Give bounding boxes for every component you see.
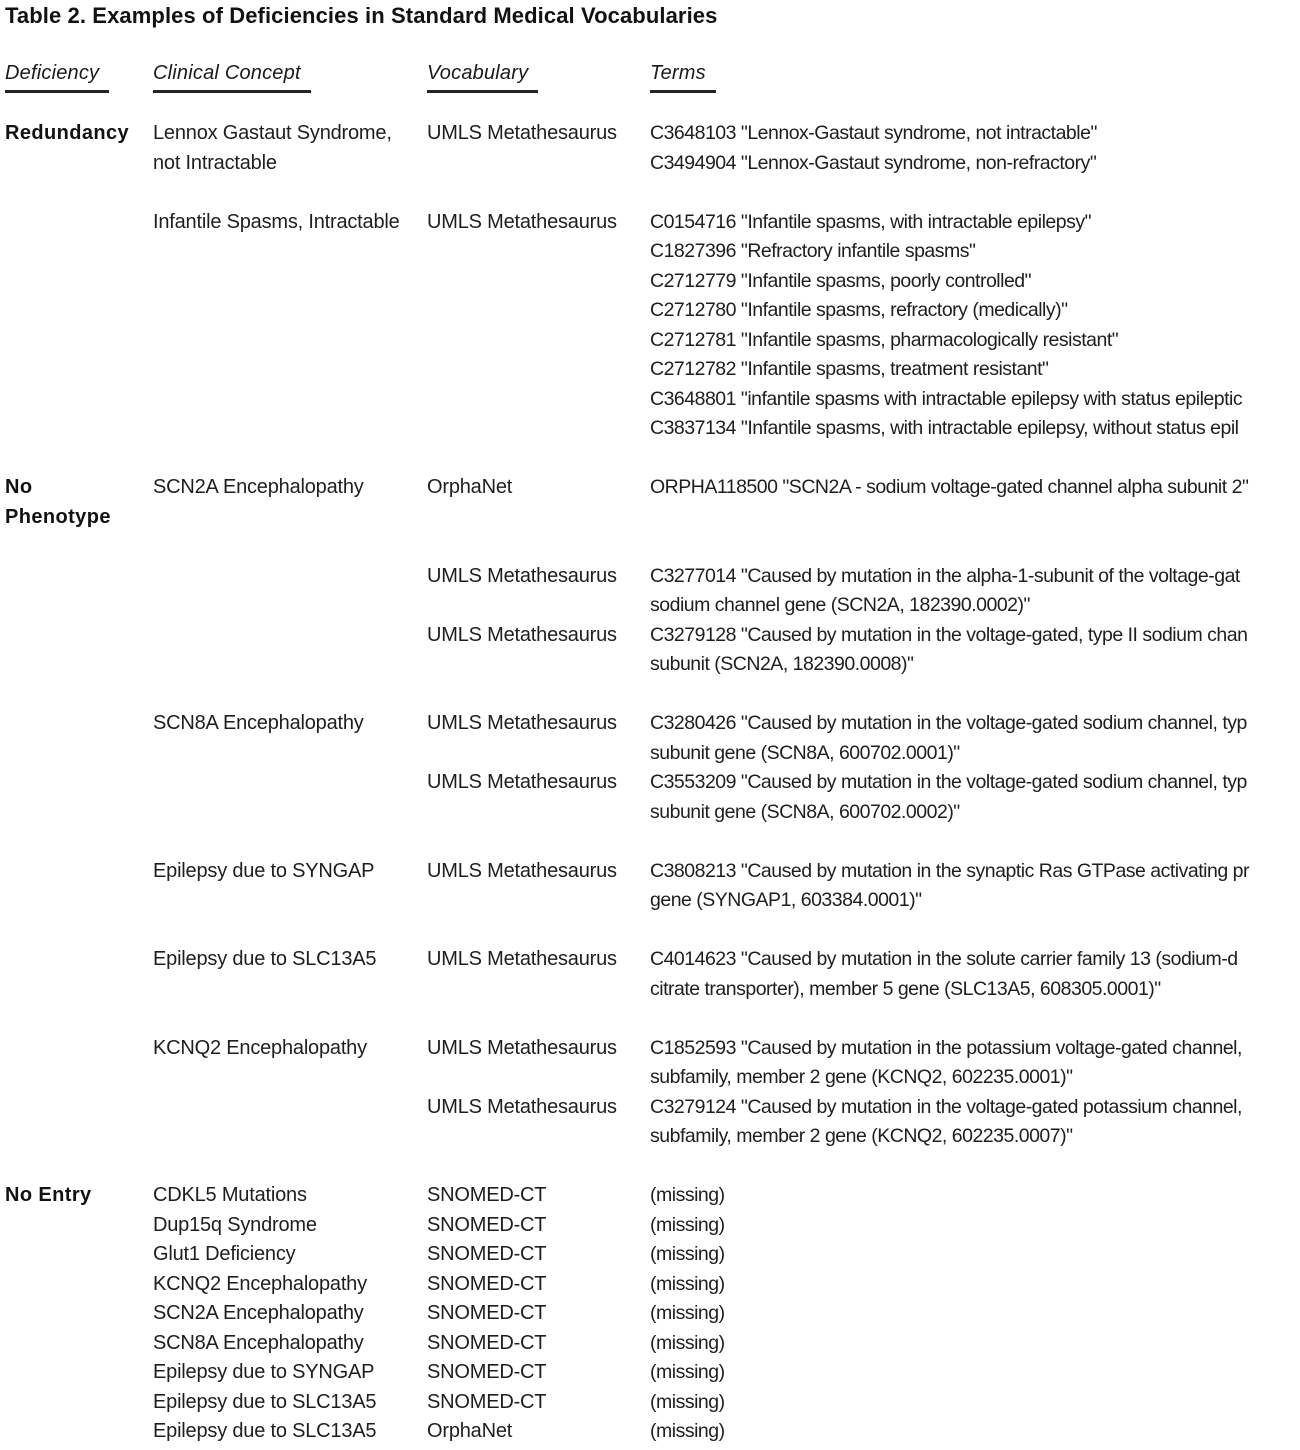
table-section	[5, 119, 1300, 444]
vocabulary-cell	[427, 1388, 650, 1418]
page-title: Table 2. Examples of Deficiencies in Standard Medical Vocabularies	[5, 3, 718, 28]
term-line-text: sodium channel gene (SCN2A, 182390.0002)"	[650, 594, 1030, 616]
vocabulary-cell	[427, 1211, 650, 1241]
clinical-concept-cell	[153, 1299, 427, 1329]
vocabulary-cell	[427, 1240, 650, 1270]
terms-cell	[650, 1329, 1300, 1359]
column-header-terms-label: Terms	[650, 63, 716, 93]
table-row	[5, 119, 1300, 178]
clinical-concept-cell	[153, 473, 427, 503]
vocabulary-text: UMLS Metathesaurus	[427, 1095, 617, 1118]
vocabulary-cell	[427, 1417, 650, 1447]
term-line-text: C0154716 "Infantile spasms, with intractable epilepsy"	[650, 210, 1092, 233]
clinical-concept-text: not Intractable	[153, 151, 277, 174]
vocabulary-cell	[427, 1181, 650, 1211]
term-line-text: C4014623 "Caused by mutation in the solute carrier family 13 (sodium-d	[650, 948, 1238, 970]
vocabulary-cell	[427, 119, 650, 149]
table-row	[5, 1388, 1300, 1418]
clinical-concept-text: Epilepsy due to SLC13A5	[153, 948, 377, 970]
vocabulary-text: UMLS Metathesaurus	[427, 210, 617, 233]
clinical-concept-cell	[153, 857, 427, 887]
vocabulary-cell	[427, 945, 650, 975]
terms-cell	[650, 208, 1300, 444]
term-line-text: subunit gene (SCN8A, 600702.0001)"	[650, 741, 960, 764]
vocabulary-cell	[427, 208, 650, 238]
term-line-text: citrate transporter), member 5 gene (SLC13A5, 608305.0001)"	[650, 977, 1161, 1000]
vocabulary-text: UMLS Metathesaurus	[427, 859, 617, 882]
table-row	[5, 562, 1300, 621]
column-header-terms	[650, 62, 1300, 93]
vocabulary-cell	[427, 1034, 650, 1064]
clinical-concept-cell	[153, 1270, 427, 1300]
term-line-text: (missing)	[650, 1213, 725, 1236]
vocabulary-text: SNOMED-CT	[427, 1331, 547, 1354]
vocabulary-cell	[427, 1093, 650, 1123]
column-header-clinical-concept	[153, 62, 427, 93]
vocabulary-text: UMLS Metathesaurus	[427, 1036, 617, 1059]
table-section	[5, 1181, 1300, 1447]
vocabulary-text: SNOMED-CT	[427, 1184, 547, 1206]
vocabulary-text: SNOMED-CT	[427, 1272, 547, 1295]
term-line-text: subunit gene (SCN8A, 600702.0002)"	[650, 800, 960, 823]
section-label: No	[5, 476, 33, 498]
term-line-text: (missing)	[650, 1331, 725, 1354]
vocabulary-text: OrphaNet	[427, 476, 513, 498]
section-label: No Entry	[5, 1184, 92, 1206]
table-row	[5, 1329, 1300, 1359]
term-line-text: C2712779 "Infantile spasms, poorly controlled"	[650, 269, 1032, 292]
table-row	[5, 945, 1300, 1004]
table-row	[5, 1034, 1300, 1093]
clinical-concept-text: KCNQ2 Encephalopathy	[153, 1036, 367, 1059]
term-line-text: C3648103 "Lennox-Gastaut syndrome, not intractable"	[650, 122, 1097, 144]
term-line-text: C3553209 "Caused by mutation in the voltage-gated sodium channel, typ	[650, 771, 1247, 793]
table-row	[5, 1181, 1300, 1211]
table-header-row	[5, 62, 1300, 93]
terms-cell	[650, 709, 1300, 768]
clinical-concept-text: Epilepsy due to SYNGAP	[153, 1361, 375, 1383]
terms-cell	[650, 1240, 1300, 1270]
term-line-text: C3648801 "infantile spasms with intractable epilepsy with status epileptic	[650, 387, 1243, 410]
terms-cell	[650, 1417, 1300, 1447]
table-row	[5, 208, 1300, 444]
term-line-text: C3280426 "Caused by mutation in the voltage-gated sodium channel, typ	[650, 712, 1247, 734]
deficiency-cell	[5, 119, 153, 149]
terms-cell	[650, 1181, 1300, 1211]
vocabulary-text: SNOMED-CT	[427, 1390, 547, 1413]
terms-cell	[650, 945, 1300, 1004]
vocabulary-text: SNOMED-CT	[427, 1213, 547, 1236]
column-header-vocabulary-label: Vocabulary	[427, 63, 538, 93]
table-body	[5, 119, 1300, 1447]
terms-cell	[650, 1270, 1300, 1300]
clinical-concept-text: SCN2A Encephalopathy	[153, 1302, 364, 1324]
section-label: Phenotype	[5, 505, 111, 528]
clinical-concept-cell	[153, 1358, 427, 1388]
table-row	[5, 857, 1300, 916]
clinical-concept-text: Epilepsy due to SLC13A5	[153, 1390, 377, 1413]
vocabulary-text: UMLS Metathesaurus	[427, 712, 617, 734]
term-line-text: C3837134 "Infantile spasms, with intractable epilepsy, without status epil	[650, 417, 1239, 439]
terms-cell	[650, 473, 1300, 503]
term-line-text: C2712781 "Infantile spasms, pharmacologically resistant"	[650, 328, 1119, 351]
vocabulary-cell	[427, 473, 650, 503]
clinical-concept-cell	[153, 119, 427, 178]
clinical-concept-text: Epilepsy due to SYNGAP	[153, 859, 375, 882]
term-line-text: subunit (SCN2A, 182390.0008)"	[650, 653, 914, 675]
vocabulary-text: UMLS Metathesaurus	[427, 948, 617, 970]
section-label: Redundancy	[5, 122, 130, 144]
term-line-text: (missing)	[650, 1390, 725, 1413]
table-row	[5, 1417, 1300, 1447]
clinical-concept-text: Infantile Spasms, Intractable	[153, 210, 400, 233]
vocabulary-cell	[427, 709, 650, 739]
clinical-concept-text: CDKL5 Mutations	[153, 1184, 307, 1206]
vocabulary-cell	[427, 1329, 650, 1359]
terms-cell	[650, 857, 1300, 916]
clinical-concept-text: SCN8A Encephalopathy	[153, 712, 364, 734]
term-line-text: (missing)	[650, 1243, 725, 1265]
deficiency-cell	[5, 1181, 153, 1211]
clinical-concept-cell	[153, 208, 427, 238]
vocabulary-text: OrphaNet	[427, 1420, 513, 1442]
clinical-concept-cell	[153, 945, 427, 975]
clinical-concept-cell	[153, 1329, 427, 1359]
vocabulary-cell	[427, 621, 650, 651]
vocabulary-text: SNOMED-CT	[427, 1243, 547, 1265]
column-header-vocabulary	[427, 62, 650, 93]
terms-cell	[650, 119, 1300, 178]
term-line-text: (missing)	[650, 1302, 725, 1324]
terms-cell	[650, 562, 1300, 621]
clinical-concept-text: KCNQ2 Encephalopathy	[153, 1272, 367, 1295]
column-header-deficiency-label: Deficiency	[5, 63, 109, 93]
term-line-text: C3277014 "Caused by mutation in the alpha-1-subunit of the voltage-gat	[650, 564, 1240, 587]
table-row	[5, 1299, 1300, 1329]
clinical-concept-text: SCN8A Encephalopathy	[153, 1331, 364, 1354]
term-line-text: C2712782 "Infantile spasms, treatment resistant"	[650, 358, 1049, 380]
table-row	[5, 1358, 1300, 1388]
terms-cell	[650, 768, 1300, 827]
clinical-concept-text: Lennox Gastaut Syndrome,	[153, 122, 392, 144]
term-line-text: C2712780 "Infantile spasms, refractory (medically)"	[650, 299, 1068, 321]
clinical-concept-text: SCN2A Encephalopathy	[153, 476, 364, 498]
clinical-concept-cell	[153, 1240, 427, 1270]
terms-cell	[650, 1299, 1300, 1329]
table-row	[5, 1270, 1300, 1300]
term-line-text: gene (SYNGAP1, 603384.0001)"	[650, 889, 922, 911]
terms-cell	[650, 1093, 1300, 1152]
term-line-text: C1827396 "Refractory infantile spasms"	[650, 240, 976, 262]
clinical-concept-text: Glut1 Deficiency	[153, 1243, 296, 1265]
column-header-clinical-concept-label: Clinical Concept	[153, 63, 311, 93]
terms-cell	[650, 621, 1300, 680]
terms-cell	[650, 1034, 1300, 1093]
table-row	[5, 621, 1300, 680]
table-row	[5, 1093, 1300, 1152]
clinical-concept-cell	[153, 1388, 427, 1418]
term-line-text: (missing)	[650, 1272, 725, 1295]
term-line-text: C1852593 "Caused by mutation in the potassium voltage-gated channel,	[650, 1036, 1242, 1059]
vocabulary-cell	[427, 562, 650, 592]
table-row	[5, 1211, 1300, 1241]
vocabulary-text: UMLS Metathesaurus	[427, 623, 617, 646]
term-line-text: subfamily, member 2 gene (KCNQ2, 602235.0001)"	[650, 1066, 1073, 1088]
vocabulary-text: UMLS Metathesaurus	[427, 564, 617, 587]
table-row	[5, 473, 1300, 532]
term-line-text: C3494904 "Lennox-Gastaut syndrome, non-refractory"	[650, 151, 1097, 174]
clinical-concept-text: Dup15q Syndrome	[153, 1213, 317, 1236]
clinical-concept-cell	[153, 1211, 427, 1241]
clinical-concept-cell	[153, 1181, 427, 1211]
term-line-text: (missing)	[650, 1361, 725, 1383]
table-row	[5, 709, 1300, 768]
terms-cell	[650, 1358, 1300, 1388]
terms-cell	[650, 1211, 1300, 1241]
term-line-text: subfamily, member 2 gene (KCNQ2, 602235.0007)"	[650, 1125, 1073, 1147]
table-row	[5, 768, 1300, 827]
vocabulary-cell	[427, 1299, 650, 1329]
clinical-concept-cell	[153, 1417, 427, 1447]
term-line-text: (missing)	[650, 1184, 725, 1206]
deficiency-cell	[5, 473, 153, 532]
term-line-text: ORPHA118500 "SCN2A - sodium voltage-gated channel alpha subunit 2"	[650, 476, 1249, 498]
term-line-text: (missing)	[650, 1420, 725, 1442]
table-row	[5, 1240, 1300, 1270]
vocabulary-text: UMLS Metathesaurus	[427, 122, 617, 144]
term-line-text: C3279124 "Caused by mutation in the voltage-gated potassium channel,	[650, 1095, 1242, 1118]
term-line-text: C3808213 "Caused by mutation in the synaptic Ras GTPase activating pr	[650, 859, 1249, 882]
term-line-text: C3279128 "Caused by mutation in the voltage-gated, type II sodium chan	[650, 623, 1248, 646]
clinical-concept-cell	[153, 709, 427, 739]
vocabulary-cell	[427, 857, 650, 887]
vocabulary-cell	[427, 1270, 650, 1300]
clinical-concept-cell	[153, 1034, 427, 1064]
vocabulary-cell	[427, 1358, 650, 1388]
table-section	[5, 473, 1300, 1152]
vocabulary-text: SNOMED-CT	[427, 1361, 547, 1383]
vocabulary-text: UMLS Metathesaurus	[427, 771, 617, 793]
terms-cell	[650, 1388, 1300, 1418]
clinical-concept-text: Epilepsy due to SLC13A5	[153, 1420, 377, 1442]
vocabulary-cell	[427, 768, 650, 798]
vocabulary-text: SNOMED-CT	[427, 1302, 547, 1324]
column-header-deficiency	[5, 62, 153, 93]
